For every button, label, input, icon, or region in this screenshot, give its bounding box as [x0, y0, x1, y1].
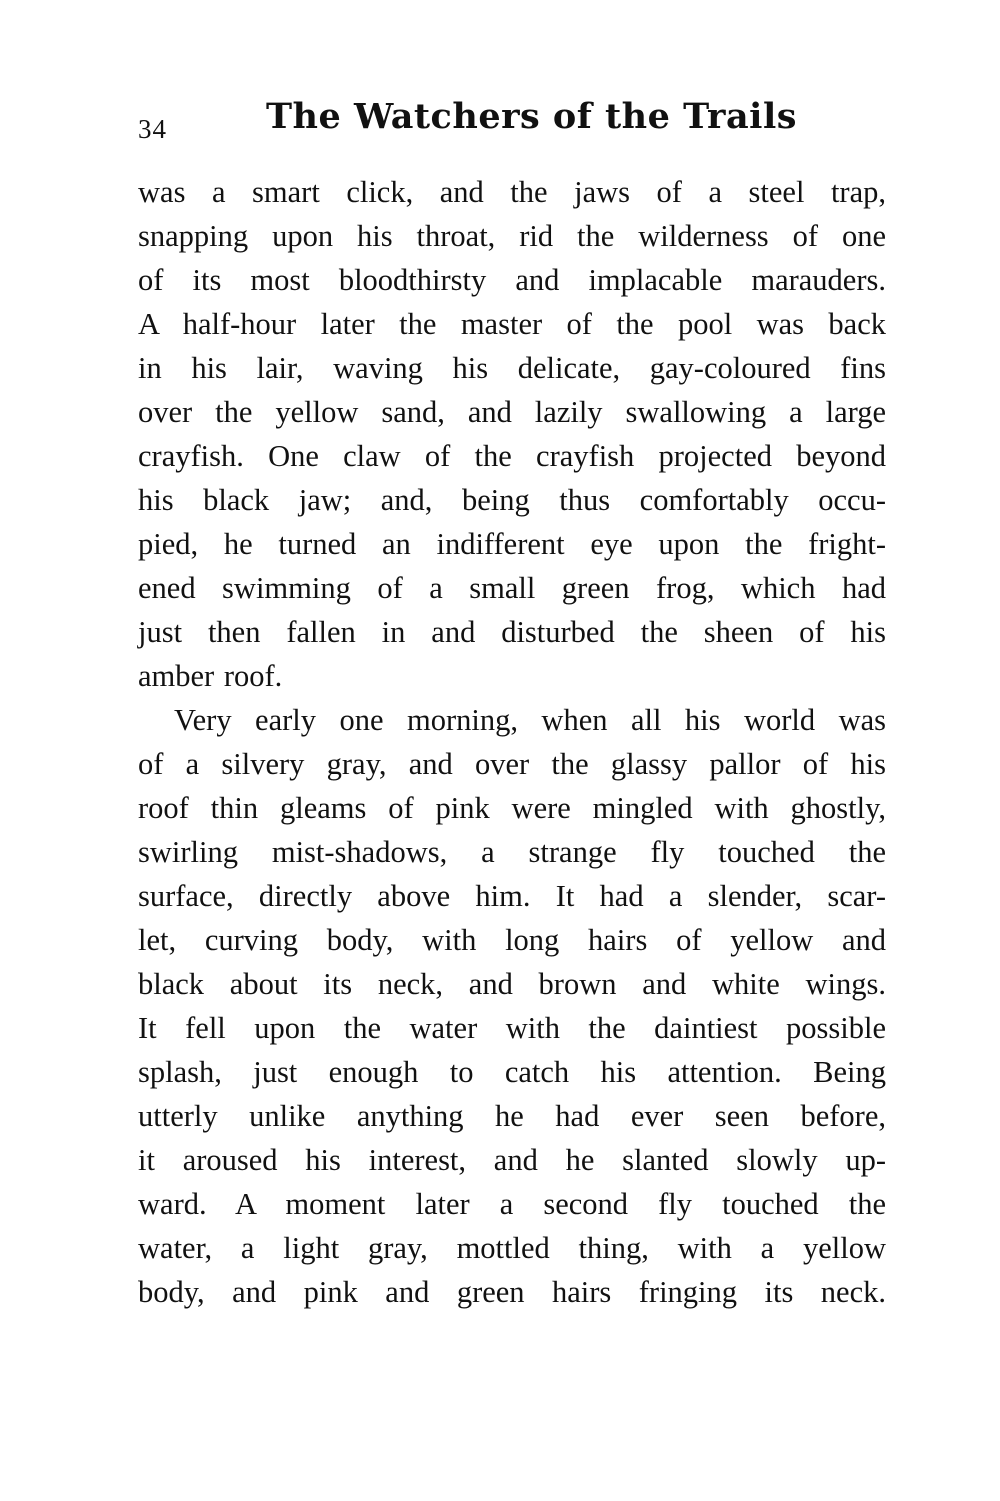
- text-line: it aroused his interest, and he slanted slowly up-: [138, 1143, 886, 1177]
- text-line: ward. A moment later a second fly touched the: [138, 1187, 886, 1221]
- text-line: over the yellow sand, and lazily swallowing a large: [138, 395, 886, 429]
- page-number: 34: [138, 114, 167, 144]
- text-line: A half-hour later the master of the pool was back: [138, 307, 886, 341]
- page-header: [138, 96, 898, 156]
- text-line: water, a light gray, mottled thing, with a yellow: [138, 1231, 886, 1265]
- text-line: his black jaw; and, being thus comfortably occu-: [138, 483, 886, 517]
- running-head-title: The Watchers of the Trails: [266, 96, 797, 137]
- text-line: swirling mist-shadows, a strange fly touched the: [138, 835, 886, 869]
- text-line: surface, directly above him. It had a slender, scar-: [138, 879, 886, 913]
- text-line: roof thin gleams of pink were mingled with ghostly,: [138, 791, 886, 825]
- text-line: utterly unlike anything he had ever seen before,: [138, 1099, 886, 1133]
- text-line: of a silvery gray, and over the glassy pallor of his: [138, 747, 886, 781]
- text-line: Very early one morning, when all his world was: [174, 703, 886, 737]
- text-line: just then fallen in and disturbed the sheen of his: [138, 615, 886, 649]
- text-line: let, curving body, with long hairs of yellow and: [138, 923, 886, 957]
- text-line: black about its neck, and brown and white wings.: [138, 967, 886, 1001]
- text-line: pied, he turned an indifferent eye upon the fright-: [138, 527, 886, 561]
- text-line: in his lair, waving his delicate, gay-coloured fins: [138, 351, 886, 385]
- text-line: snapping upon his throat, rid the wilderness of one: [138, 219, 886, 253]
- paragraph-2: [138, 698, 886, 1314]
- text-line: splash, just enough to catch his attention. Being: [138, 1055, 886, 1089]
- paragraph-1: [138, 170, 886, 698]
- text-line: was a smart click, and the jaws of a steel trap,: [138, 175, 886, 209]
- text-line: body, and pink and green hairs fringing its neck.: [138, 1275, 886, 1309]
- text-line: It fell upon the water with the daintiest possible: [138, 1011, 886, 1045]
- text-line: amber roof.: [138, 659, 283, 693]
- body-text: [138, 170, 886, 1314]
- text-line: crayfish. One claw of the crayfish projected beyond: [138, 439, 886, 473]
- text-line: of its most bloodthirsty and implacable marauders.: [138, 263, 886, 297]
- text-line: ened swimming of a small green frog, which had: [138, 571, 886, 605]
